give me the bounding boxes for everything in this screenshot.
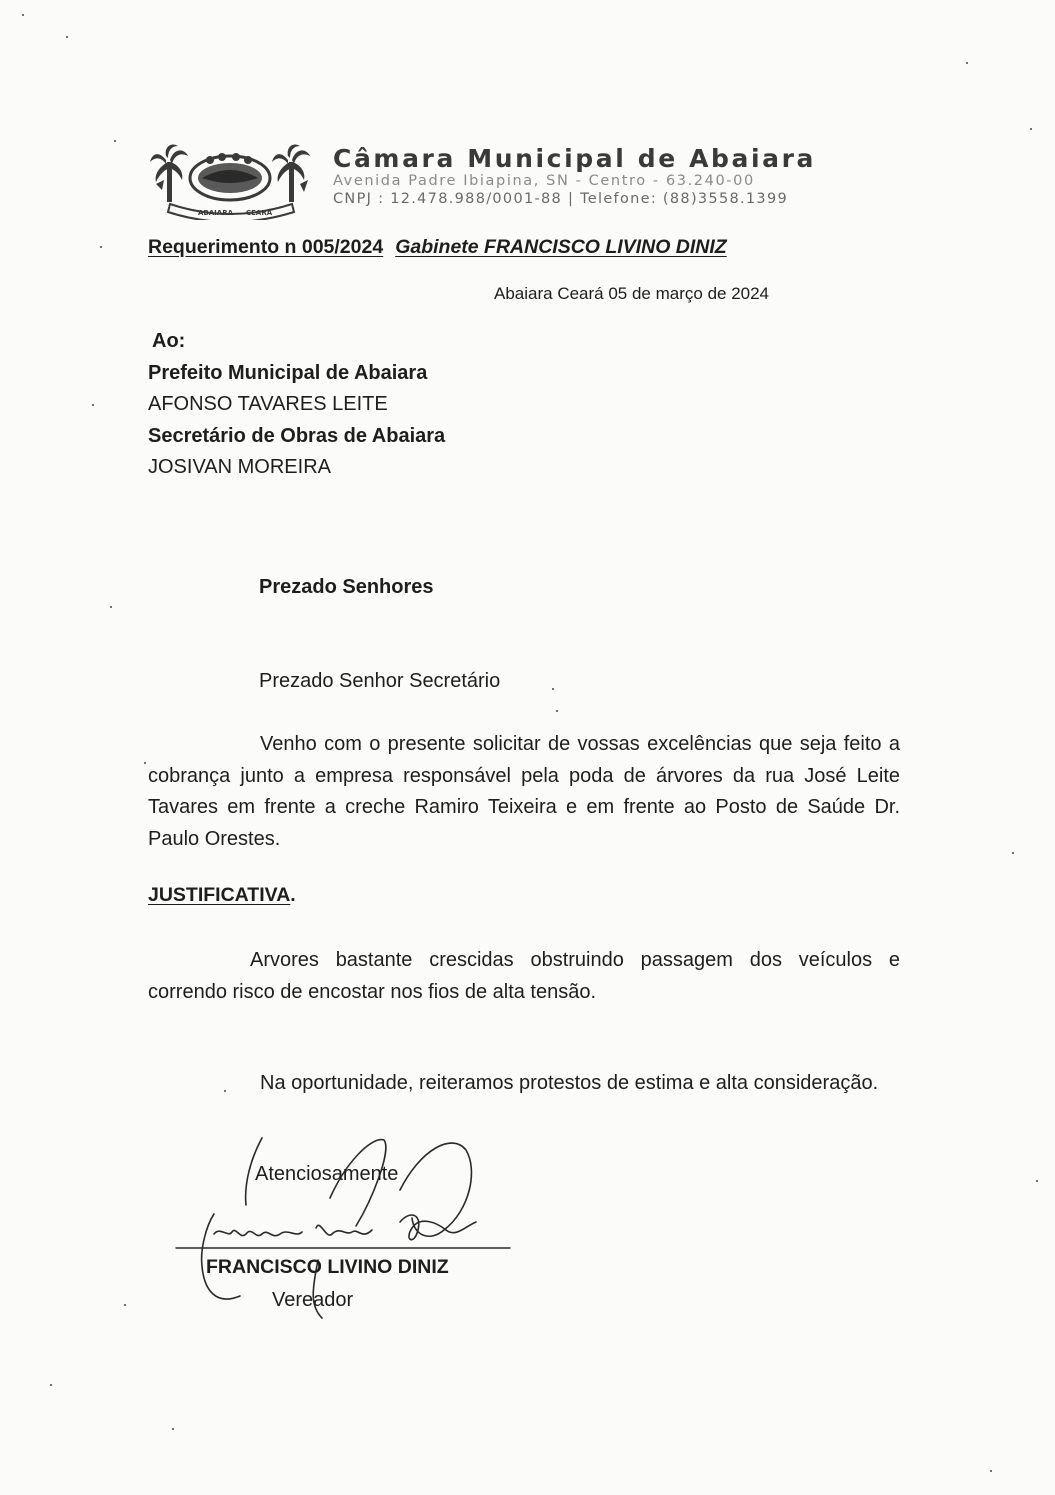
- scan-speck: [966, 62, 968, 64]
- org-name: Câmara Municipal de Abaiara: [333, 144, 817, 173]
- salutation-secondary: Prezado Senhor Secretário: [259, 670, 501, 692]
- closing-text: Na oportunidade, reiteramos protestos de estima e alta consideração.: [260, 1072, 879, 1094]
- closing-word: Atenciosamente: [255, 1163, 399, 1185]
- signer-name: FRANCISCO LIVINO DINIZ: [206, 1256, 449, 1278]
- scan-speck: [1036, 1180, 1038, 1182]
- recipient-title-1: Prefeito Municipal de Abaiara: [148, 361, 428, 384]
- scan-speck: [552, 688, 554, 690]
- reference-line: [148, 236, 727, 259]
- justification-text: Arvores bastante crescidas obstruindo passagem dos veículos e correndo risco de encostar nos fios de alta tensão.: [148, 949, 900, 1003]
- org-address: Avenida Padre Ibiapina, SN - Centro - 63.240-00: [333, 173, 755, 189]
- reference-number: Requerimento n 005/2024: [148, 236, 384, 258]
- scan-speck: [1030, 128, 1032, 130]
- closing-paragraph: [148, 1068, 900, 1100]
- scan-speck: [556, 710, 558, 712]
- salutation-primary: Prezado Senhores: [259, 576, 434, 598]
- reference-office: Gabinete FRANCISCO LIVINO DINIZ: [395, 236, 727, 258]
- recipient-title-2: Secretário de Obras de Abaiara: [148, 424, 446, 447]
- scan-speck: [124, 1304, 126, 1306]
- org-contact: CNPJ : 12.478.988/0001-88 | Telefone: (88)3558.1399: [333, 191, 789, 207]
- recipient-name-1: AFONSO TAVARES LEITE: [148, 393, 388, 415]
- request-paragraph: [148, 729, 900, 855]
- scan-speck: [92, 404, 94, 406]
- scan-speck: [66, 36, 68, 38]
- justification-heading: JUSTIFICATIVA.: [148, 884, 296, 906]
- request-text: Venho com o presente solicitar de vossas excelências que seja feito a cobrança junto a empresa responsável pela poda de árvores da rua José Leite Tavares em frente a creche Ramiro Teixeira e em frente ao Posto de Saúde Dr. Paulo Orestes.: [148, 733, 900, 850]
- letterhead: [148, 140, 898, 220]
- municipal-seal-icon: [148, 140, 313, 220]
- signer-role: Vereador: [272, 1289, 354, 1311]
- scan-speck: [50, 1384, 52, 1386]
- seal-text-right: CEARÁ: [246, 209, 273, 217]
- scan-speck: [110, 606, 112, 608]
- scan-speck: [990, 1470, 992, 1472]
- scan-speck: [114, 140, 116, 142]
- justification-heading-text: JUSTIFICATIVA: [148, 884, 291, 906]
- date-line: Abaiara Ceará 05 de março de 2024: [494, 284, 770, 303]
- scan-speck: [224, 1090, 226, 1092]
- scan-speck: [100, 246, 102, 248]
- seal-text-left: ABAIARA: [198, 209, 233, 217]
- scan-speck: [144, 762, 146, 764]
- scan-speck: [1012, 852, 1014, 854]
- scan-speck: [22, 14, 24, 16]
- recipient-to-label: Ao:: [152, 330, 186, 352]
- recipient-name-2: JOSIVAN MOREIRA: [148, 456, 331, 478]
- scan-speck: [172, 1428, 174, 1430]
- recipients-block: [148, 326, 445, 484]
- justification-paragraph: [148, 945, 900, 1008]
